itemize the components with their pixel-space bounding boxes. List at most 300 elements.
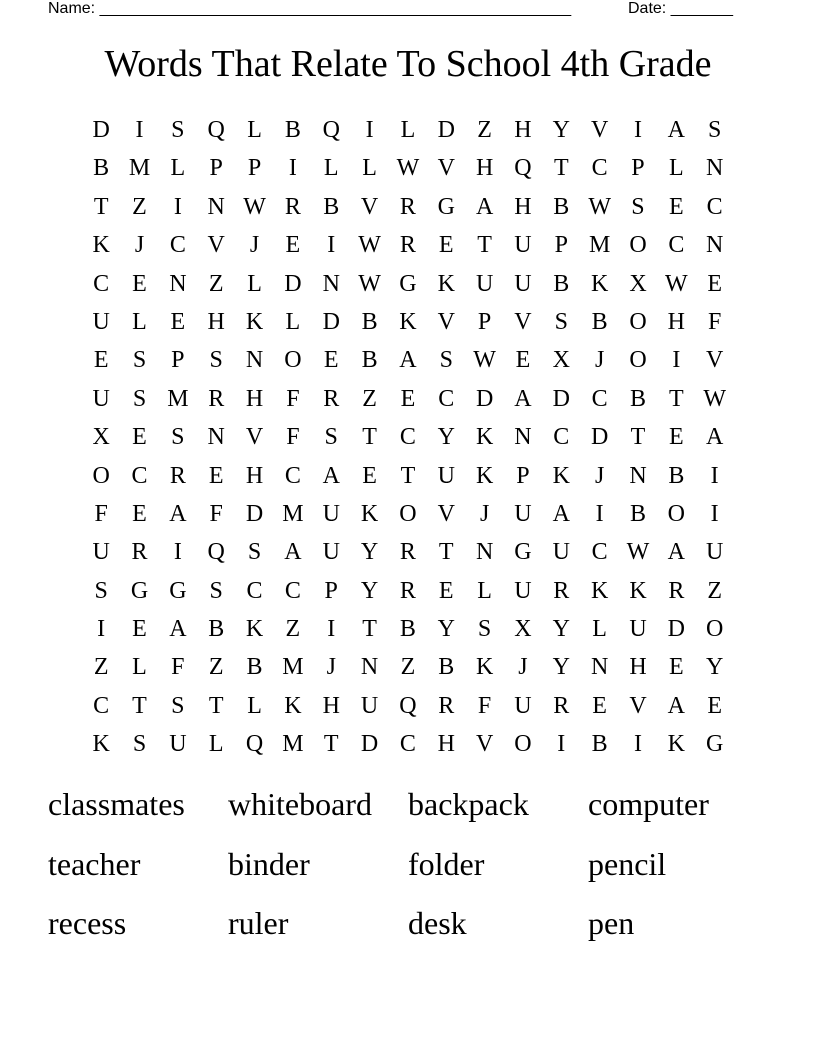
grid-letter[interactable]: L: [247, 270, 262, 297]
word-bank-item: binder: [228, 845, 310, 882]
grid-letter[interactable]: Z: [208, 654, 224, 681]
word-bank: [48, 778, 768, 957]
grid-letter[interactable]: U: [92, 539, 110, 566]
grid-letter[interactable]: T: [477, 232, 492, 259]
grid-letter[interactable]: W: [243, 193, 266, 220]
grid-letter[interactable]: V: [590, 117, 609, 143]
grid-letter[interactable]: D: [475, 385, 494, 412]
grid-letter[interactable]: D: [322, 308, 340, 335]
grid-letter[interactable]: C: [591, 155, 608, 182]
grid-letter[interactable]: B: [591, 308, 608, 335]
grid-letter[interactable]: E: [707, 692, 722, 719]
grid-letter[interactable]: L: [247, 692, 262, 719]
grid-letter[interactable]: M: [167, 385, 189, 412]
grid-letter[interactable]: Z: [707, 577, 722, 604]
grid-letter[interactable]: W: [588, 193, 611, 220]
grid-letter[interactable]: G: [399, 270, 417, 297]
grid-letter[interactable]: G: [514, 539, 532, 566]
grid-letter[interactable]: I: [633, 117, 642, 143]
grid-letter[interactable]: U: [514, 270, 532, 297]
grid-letter[interactable]: Z: [362, 385, 377, 412]
grid-letter[interactable]: B: [93, 155, 110, 182]
grid-letter[interactable]: Q: [514, 155, 532, 182]
grid-letter[interactable]: E: [362, 462, 377, 489]
grid-letter[interactable]: J: [134, 232, 145, 259]
grid-letter[interactable]: K: [475, 654, 494, 681]
grid-letter[interactable]: S: [171, 424, 185, 451]
grid-letter[interactable]: Y: [706, 654, 724, 681]
grid-letter[interactable]: F: [707, 308, 722, 335]
grid-letter[interactable]: U: [437, 462, 455, 489]
grid-letter[interactable]: B: [591, 731, 608, 758]
grid-letter[interactable]: O: [629, 308, 647, 335]
grid-letter[interactable]: F: [94, 500, 108, 527]
grid-letter[interactable]: U: [629, 616, 647, 643]
grid-letter[interactable]: Y: [552, 117, 570, 143]
grid-letter[interactable]: Q: [245, 731, 264, 758]
grid-letter[interactable]: J: [249, 232, 260, 259]
grid-letter[interactable]: H: [514, 117, 532, 143]
grid-letter[interactable]: V: [360, 193, 379, 220]
grid-letter[interactable]: S: [707, 117, 722, 143]
grid-letter[interactable]: C: [553, 424, 570, 451]
grid-letter[interactable]: I: [672, 347, 681, 374]
grid-letter[interactable]: C: [399, 731, 416, 758]
grid-letter[interactable]: I: [365, 117, 374, 143]
grid-letter[interactable]: L: [132, 654, 147, 681]
grid-letter[interactable]: L: [170, 155, 186, 182]
grid-letter[interactable]: L: [247, 117, 262, 143]
grid-letter[interactable]: S: [324, 424, 338, 451]
grid-letter[interactable]: R: [668, 577, 685, 604]
grid-letter[interactable]: S: [554, 308, 568, 335]
grid-letter[interactable]: K: [245, 308, 264, 335]
grid-letter[interactable]: I: [557, 731, 566, 758]
grid-letter[interactable]: E: [668, 193, 684, 220]
grid-letter[interactable]: P: [631, 155, 645, 182]
grid-letter[interactable]: P: [516, 462, 530, 489]
word-bank-item: computer: [588, 786, 709, 822]
grid-letter[interactable]: L: [668, 155, 684, 182]
grid-letter[interactable]: T: [668, 385, 684, 412]
grid-letter[interactable]: C: [93, 270, 110, 297]
grid-letter[interactable]: P: [477, 308, 492, 335]
grid-letter[interactable]: R: [399, 193, 416, 220]
grid-letter[interactable]: S: [209, 347, 223, 374]
grid-letter[interactable]: A: [552, 500, 570, 527]
grid-letter[interactable]: E: [132, 616, 147, 643]
grid-letter[interactable]: U: [514, 500, 532, 527]
grid-letter[interactable]: K: [590, 270, 609, 297]
grid-letter[interactable]: R: [399, 232, 416, 259]
grid-letter[interactable]: U: [92, 308, 110, 335]
grid-letter[interactable]: N: [207, 424, 225, 451]
grid-letter[interactable]: T: [132, 692, 147, 719]
grid-letter[interactable]: K: [284, 692, 302, 719]
grid-letter[interactable]: E: [132, 270, 147, 297]
grid-letter[interactable]: G: [437, 193, 455, 220]
grid-letter[interactable]: I: [135, 117, 144, 143]
grid-letter[interactable]: W: [703, 385, 726, 412]
grid-letter[interactable]: B: [629, 385, 646, 412]
grid-letter[interactable]: D: [92, 117, 110, 143]
grid-letter[interactable]: Y: [552, 616, 570, 643]
grid-letter[interactable]: U: [322, 539, 340, 566]
grid-letter[interactable]: M: [282, 654, 304, 681]
grid-letter[interactable]: C: [706, 193, 723, 220]
grid-letter[interactable]: G: [130, 577, 149, 604]
grid-letter[interactable]: K: [590, 577, 609, 604]
grid-letter[interactable]: C: [668, 232, 685, 259]
grid-letter[interactable]: F: [286, 424, 300, 451]
grid-letter[interactable]: X: [514, 616, 532, 643]
grid-letter[interactable]: I: [633, 731, 642, 758]
grid-letter[interactable]: Q: [207, 539, 225, 566]
grid-letter[interactable]: X: [629, 270, 647, 297]
grid-letter[interactable]: N: [245, 347, 264, 374]
grid-letter[interactable]: L: [400, 117, 416, 143]
grid-letter[interactable]: Q: [207, 117, 225, 143]
grid-letter[interactable]: W: [396, 155, 420, 182]
grid-letter[interactable]: Z: [285, 616, 301, 643]
grid-letter[interactable]: A: [169, 616, 187, 643]
grid-letter[interactable]: V: [437, 500, 455, 527]
grid-letter[interactable]: V: [706, 347, 724, 374]
grid-letter[interactable]: V: [475, 731, 494, 758]
grid-letter[interactable]: C: [399, 424, 416, 451]
grid-letter[interactable]: T: [400, 462, 416, 489]
grid-letter[interactable]: P: [324, 577, 338, 604]
grid-letter[interactable]: Q: [399, 692, 417, 719]
grid-letter[interactable]: Y: [552, 654, 570, 681]
grid-letter[interactable]: C: [131, 462, 148, 489]
grid-letter[interactable]: S: [477, 616, 492, 643]
grid-letter[interactable]: K: [629, 577, 647, 604]
grid-letter[interactable]: J: [518, 654, 528, 681]
grid-letter[interactable]: U: [475, 270, 494, 297]
grid-letter[interactable]: M: [588, 232, 611, 259]
grid-letter[interactable]: L: [477, 577, 492, 604]
grid-letter[interactable]: C: [438, 385, 455, 412]
grid-row: [82, 610, 734, 648]
grid-letter[interactable]: U: [360, 692, 379, 719]
grid-letter[interactable]: G: [169, 577, 187, 604]
grid-letter[interactable]: J: [594, 462, 605, 489]
grid-letter[interactable]: C: [284, 577, 301, 604]
grid-row: [82, 418, 734, 456]
grid-letter[interactable]: E: [400, 385, 416, 412]
grid-letter[interactable]: U: [552, 539, 570, 566]
grid-letter[interactable]: F: [286, 385, 300, 412]
grid-letter[interactable]: Y: [437, 424, 455, 451]
grid-letter[interactable]: S: [171, 692, 185, 719]
grid-letter[interactable]: H: [437, 731, 455, 758]
grid-letter[interactable]: V: [437, 155, 455, 182]
grid-letter[interactable]: K: [92, 232, 110, 259]
grid-letter[interactable]: B: [246, 654, 263, 681]
grid-letter[interactable]: I: [97, 616, 106, 643]
grid-letter[interactable]: S: [132, 731, 147, 758]
grid-letter[interactable]: O: [667, 500, 685, 527]
grid-letter[interactable]: P: [247, 155, 262, 182]
grid-letter[interactable]: E: [515, 347, 531, 374]
grid-letter[interactable]: R: [131, 539, 148, 566]
grid-letter[interactable]: Y: [360, 577, 379, 604]
grid-letter[interactable]: I: [327, 616, 336, 643]
grid-letter[interactable]: T: [438, 539, 454, 566]
grid-letter[interactable]: V: [437, 308, 455, 335]
grid-letter[interactable]: R: [553, 577, 570, 604]
grid-letter[interactable]: H: [475, 155, 494, 182]
grid-letter[interactable]: B: [438, 654, 455, 681]
grid-letter[interactable]: K: [92, 731, 110, 758]
grid-letter[interactable]: H: [245, 385, 264, 412]
grid-letter[interactable]: K: [399, 308, 417, 335]
grid-letter[interactable]: L: [362, 155, 377, 182]
grid-letter[interactable]: A: [475, 193, 494, 220]
grid-letter[interactable]: N: [706, 232, 724, 259]
grid-letter[interactable]: V: [245, 424, 264, 451]
grid-letter[interactable]: U: [92, 385, 110, 412]
grid-letter[interactable]: S: [132, 347, 147, 374]
grid-letter[interactable]: I: [710, 500, 719, 527]
grid-letter[interactable]: E: [285, 232, 301, 259]
grid-letter[interactable]: D: [437, 117, 455, 143]
grid-letter[interactable]: O: [514, 731, 532, 758]
grid-letter[interactable]: B: [668, 462, 685, 489]
grid-letter[interactable]: N: [169, 270, 187, 297]
grid-letter[interactable]: D: [245, 500, 264, 527]
grid-letter[interactable]: V: [207, 232, 225, 259]
grid-letter[interactable]: U: [322, 500, 340, 527]
grid-letter[interactable]: S: [439, 347, 453, 374]
grid-letter[interactable]: T: [362, 616, 377, 643]
grid-letter[interactable]: X: [92, 424, 110, 451]
grid-letter[interactable]: N: [322, 270, 340, 297]
grid-letter[interactable]: Z: [93, 654, 109, 681]
grid-letter[interactable]: Y: [360, 539, 379, 566]
grid-letter[interactable]: R: [438, 692, 455, 719]
grid-letter[interactable]: C: [246, 577, 263, 604]
grid-letter[interactable]: T: [362, 424, 377, 451]
grid-letter[interactable]: D: [552, 385, 570, 412]
grid-letter[interactable]: N: [207, 193, 225, 220]
grid-letter[interactable]: S: [631, 193, 645, 220]
grid-letter[interactable]: O: [399, 500, 417, 527]
grid-letter[interactable]: J: [594, 347, 605, 374]
grid-letter[interactable]: A: [284, 539, 302, 566]
grid-letter[interactable]: F: [171, 654, 185, 681]
grid-letter[interactable]: Z: [400, 654, 416, 681]
grid-letter[interactable]: R: [399, 539, 416, 566]
grid-letter[interactable]: E: [438, 577, 454, 604]
grid-letter[interactable]: A: [667, 117, 685, 143]
grid-letter[interactable]: X: [552, 347, 570, 374]
grid-letter[interactable]: W: [665, 270, 688, 297]
grid-letter[interactable]: O: [629, 347, 647, 374]
grid-letter[interactable]: K: [475, 424, 494, 451]
grid-letter[interactable]: E: [208, 462, 224, 489]
grid-letter[interactable]: V: [514, 308, 532, 335]
grid-letter[interactable]: D: [590, 424, 609, 451]
grid-letter[interactable]: S: [171, 117, 185, 143]
grid-letter[interactable]: I: [710, 462, 719, 489]
grid-letter[interactable]: H: [322, 692, 340, 719]
word-bank-item: backpack: [408, 786, 529, 822]
grid-letter[interactable]: K: [360, 500, 379, 527]
grid-letter[interactable]: S: [247, 539, 262, 566]
grid-letter[interactable]: I: [595, 500, 604, 527]
grid-letter[interactable]: H: [667, 308, 685, 335]
grid-letter[interactable]: L: [285, 308, 301, 335]
grid-letter[interactable]: O: [284, 347, 302, 374]
grid-letter[interactable]: K: [437, 270, 455, 297]
grid-letter[interactable]: C: [284, 462, 301, 489]
grid-letter[interactable]: J: [479, 500, 490, 527]
grid-letter[interactable]: N: [475, 539, 494, 566]
grid-letter[interactable]: I: [327, 232, 336, 259]
grid-letter[interactable]: R: [284, 193, 301, 220]
grid-letter[interactable]: F: [209, 500, 223, 527]
grid-letter[interactable]: I: [173, 193, 182, 220]
grid-letter[interactable]: V: [629, 692, 647, 719]
grid-letter[interactable]: U: [706, 539, 724, 566]
grid-letter[interactable]: N: [706, 155, 724, 182]
grid-letter[interactable]: K: [245, 616, 264, 643]
grid-letter[interactable]: W: [473, 347, 496, 374]
grid-letter[interactable]: T: [553, 155, 569, 182]
grid-letter[interactable]: N: [360, 654, 379, 681]
grid-letter[interactable]: M: [282, 500, 304, 527]
grid-letter[interactable]: G: [706, 731, 724, 758]
grid-letter[interactable]: A: [399, 347, 417, 374]
grid-letter[interactable]: W: [358, 270, 381, 297]
grid-letter[interactable]: C: [591, 539, 608, 566]
grid-letter[interactable]: E: [132, 424, 147, 451]
grid-letter[interactable]: S: [209, 577, 223, 604]
name-field-line[interactable]: Name: _____________________________________________________: [48, 0, 572, 17]
grid-letter[interactable]: B: [629, 500, 646, 527]
grid-letter[interactable]: U: [169, 731, 187, 758]
grid-letter[interactable]: E: [707, 270, 722, 297]
grid-letter[interactable]: D: [667, 616, 685, 643]
grid-letter[interactable]: U: [514, 692, 532, 719]
grid-letter[interactable]: N: [629, 462, 647, 489]
grid-letter[interactable]: R: [323, 385, 340, 412]
grid-letter[interactable]: A: [514, 385, 532, 412]
grid-letter[interactable]: L: [592, 616, 607, 643]
grid-letter[interactable]: K: [475, 462, 494, 489]
grid-letter[interactable]: E: [132, 500, 147, 527]
grid-letter[interactable]: D: [360, 731, 379, 758]
grid-letter[interactable]: E: [323, 347, 339, 374]
grid-letter[interactable]: A: [169, 500, 187, 527]
grid-letter[interactable]: B: [361, 347, 378, 374]
word-bank-row: [48, 838, 768, 898]
grid-letter[interactable]: Y: [437, 616, 455, 643]
grid-letter[interactable]: E: [668, 424, 684, 451]
grid-letter[interactable]: C: [591, 385, 608, 412]
grid-letter[interactable]: Z: [132, 193, 147, 220]
grid-letter[interactable]: J: [326, 654, 336, 681]
grid-letter[interactable]: L: [208, 731, 224, 758]
grid-letter[interactable]: B: [399, 616, 416, 643]
grid-letter[interactable]: E: [438, 232, 454, 259]
grid-letter[interactable]: R: [553, 692, 570, 719]
grid-letter[interactable]: A: [322, 462, 340, 489]
grid-letter[interactable]: R: [169, 462, 186, 489]
grid-letter[interactable]: F: [477, 692, 492, 719]
grid-letter[interactable]: E: [668, 654, 684, 681]
grid-letter[interactable]: I: [173, 539, 182, 566]
grid-letter[interactable]: C: [169, 232, 186, 259]
grid-letter[interactable]: R: [399, 577, 416, 604]
grid-letter[interactable]: O: [706, 616, 724, 643]
grid-letter[interactable]: W: [626, 539, 650, 566]
grid-letter[interactable]: N: [590, 654, 609, 681]
grid-letter[interactable]: M: [128, 155, 151, 182]
grid-letter[interactable]: B: [323, 193, 340, 220]
grid-letter[interactable]: E: [170, 308, 186, 335]
grid-letter[interactable]: Z: [208, 270, 224, 297]
grid-letter[interactable]: A: [667, 692, 685, 719]
grid-letter[interactable]: T: [323, 731, 339, 758]
grid-letter[interactable]: T: [630, 424, 646, 451]
date-field-line[interactable]: Date: _______: [628, 0, 733, 17]
grid-letter[interactable]: U: [514, 577, 532, 604]
grid-letter[interactable]: S: [94, 577, 108, 604]
grid-letter[interactable]: P: [554, 232, 568, 259]
grid-letter[interactable]: K: [552, 462, 570, 489]
grid-letter[interactable]: E: [592, 692, 607, 719]
grid-letter[interactable]: H: [629, 654, 647, 681]
grid-letter[interactable]: B: [553, 270, 570, 297]
grid-letter[interactable]: S: [132, 385, 147, 412]
grid-letter[interactable]: A: [706, 424, 724, 451]
grid-letter[interactable]: W: [358, 232, 381, 259]
grid-letter[interactable]: N: [514, 424, 532, 451]
grid-letter[interactable]: R: [208, 385, 225, 412]
grid-letter[interactable]: B: [284, 117, 301, 143]
grid-letter[interactable]: L: [323, 155, 339, 182]
grid-letter[interactable]: H: [207, 308, 225, 335]
grid-letter[interactable]: B: [553, 193, 570, 220]
grid-letter[interactable]: B: [361, 308, 378, 335]
grid-letter[interactable]: D: [284, 270, 302, 297]
grid-letter[interactable]: Q: [322, 117, 340, 143]
grid-letter[interactable]: O: [629, 232, 647, 259]
grid-letter[interactable]: I: [288, 155, 297, 182]
grid-letter[interactable]: B: [208, 616, 225, 643]
grid-letter[interactable]: L: [132, 308, 147, 335]
grid-letter[interactable]: C: [93, 692, 110, 719]
word-search-grid: [82, 111, 734, 764]
grid-letter[interactable]: H: [245, 462, 264, 489]
grid-letter[interactable]: U: [514, 232, 532, 259]
grid-letter[interactable]: M: [282, 731, 304, 758]
grid-letter[interactable]: T: [208, 692, 224, 719]
grid-letter[interactable]: Z: [477, 117, 492, 143]
grid-letter[interactable]: P: [171, 347, 185, 374]
grid-letter[interactable]: A: [667, 539, 685, 566]
grid-row: [82, 457, 734, 495]
grid-letter[interactable]: T: [93, 193, 109, 220]
grid-letter[interactable]: P: [209, 155, 223, 182]
grid-letter[interactable]: K: [667, 731, 685, 758]
grid-letter[interactable]: E: [93, 347, 109, 374]
grid-letter[interactable]: O: [92, 462, 110, 489]
grid-letter[interactable]: H: [514, 193, 532, 220]
